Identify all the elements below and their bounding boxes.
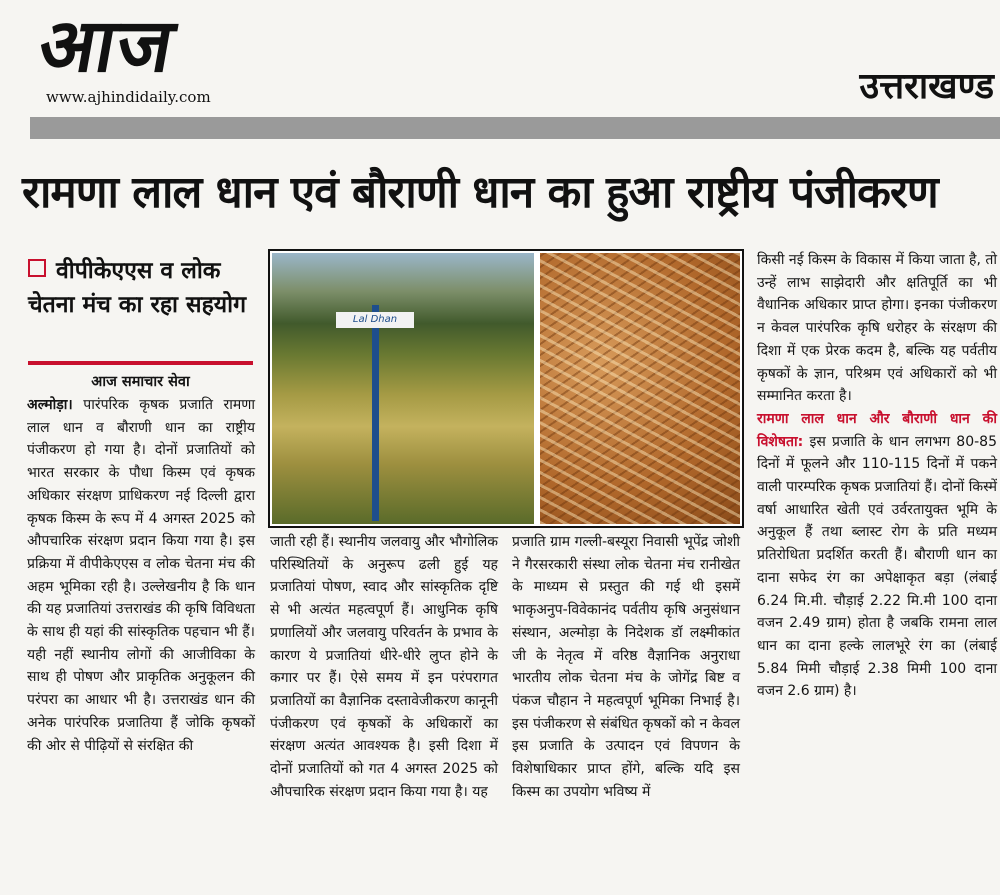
rice-grain-photo	[540, 253, 740, 524]
column-4-text-b: इस प्रजाति के धान लगभग 80-85 दिनों में फूलने और 110-115 दिनों में पकने वाली पारम्परिक कृषक प्रजातियां हैं। दोनों किस्में वर्षा आधारित खेती एवं उर्वरतायुक्त भूमि के अनुकूल हैं तथा ब्लास्ट रोग के प्रति मध्यम प्रतिरोधिता प्रदर्शित करती हैं। बौराणी धान का दाना सफेद रंग का अपेक्षाकृत बड़ा (लंबाई 6.24 मि.मी. चौड़ाई 2.22 मि.मी 100 दाना वजन 2.49 ग्राम) होता है जबकि रामना लाल धान का दाना हल्के लालभूरे रंग का (लंबाई 5.84 मिमी चौड़ाई 2.38 मिमी 100 दाना वजन 2.6 ग्राम) है।	[757, 433, 997, 700]
article-headline: रामणा लाल धान एवं बौराणी धान का हुआ राष्ट्रीय पंजीकरण	[22, 167, 938, 218]
paddy-field-photo	[272, 253, 534, 524]
checkbox-bullet-icon	[28, 259, 46, 277]
article-column-3: प्रजाति ग्राम गल्ली-बस्यूरा निवासी भूपेंद्र जोशी ने गैरसरकारी संस्था लोक चेतना मंच रानीखेत के माध्यम से प्रस्तुत की गई थी इसमें भाकृअनुप-विवेकानंद पर्वतीय कृषि अनुसंधान संस्थान, अल्मोड़ा के निदेशक डॉ लक्ष्मीकांत जी के नेतृत्व में वरिष्ठ वैज्ञानिक अनुराधा भारतीय लोक चेतना मंच के जोगेंद्र बिष्ट व पंकज चौहान ने महत्वपूर्ण भूमिका निभाई है। इस पंजीकरण से संबंधित कृषकों को न केवल इस प्रजाति के उत्पादन एवं विपणन के विशेषाधिकार प्राप्त होंगे, बल्कि यदि इस किस्म का उपयोग भविष्य में	[512, 534, 740, 800]
article-column-4	[757, 249, 997, 703]
dateline: अल्मोड़ा।	[27, 397, 73, 413]
newspaper-logo: आज	[32, 3, 183, 89]
field-sign-label: Lal Dhan	[336, 312, 414, 328]
masthead-divider-bar	[30, 117, 1000, 139]
website-url[interactable]: www.ajhindidaily.com	[46, 88, 211, 106]
article-subheadline	[28, 254, 253, 322]
section-title: उत्तराखण्ड	[859, 66, 994, 107]
article-column-2: जाती रही हैं। स्थानीय जलवायु और भौगोलिक परिस्थितियों के अनुरूप ढली हुई यह प्रजातियां पोषण, स्वाद और सांस्कृतिक दृष्टि से भी अत्यंत महत्वपूर्ण हैं। आधुनिक कृषि प्रणालियों और जलवायु परिवर्तन के प्रभाव के कारण ये प्रजातियां धीरे-धीरे लुप्त होने के कगार पर हैं। ऐसे समय में इन परंपरागत प्रजातियों का वैज्ञानिक दस्तावेजीकरण कानूनी पंजीकरण एवं कृषकों के अधिकारों का संरक्षण अत्यंत आवश्यक है। इसी दिशा में दोनों प्रजातियों को गत 4 अगस्त 2025 को औपचारिक संरक्षण प्रदान किया गया है। यह	[270, 534, 498, 800]
subheadline-divider	[28, 361, 253, 365]
sign-post	[372, 305, 379, 521]
subheadline-text: वीपीकेएएस व लोक चेतना मंच का रहा सहयोग	[28, 258, 247, 318]
column-4-text-a: किसी नई किस्म के विकास में किया जाता है, तो उन्हें लाभ साझेदारी और क्षतिपूर्ति का भी वैधानिक अधिकार प्राप्त होगा। इनका पंजीकरण न केवल पारंपरिक कृषि धरोहर के संरक्षण की दिशा में एक प्रेरक कदम है, बल्कि यह पर्वतीय कृषकों के ज्ञान, परिश्रम एवं अधिकारों को भी सम्मानित करता है।	[757, 252, 997, 405]
news-agency-credit: आज समाचार सेवा	[91, 374, 190, 390]
column-1-text: पारंपरिक कृषक प्रजाति रामणा लाल धान व बौराणी धान का राष्ट्रीय पंजीकरण हो गया है। दोनों प्रजातियों को भारत सरकार के पौधा किस्म एवं कृषक अधिकार संरक्षण प्राधिकरण नई दिल्ली द्वारा कृषक किस्म के रूप में 4 अगस्त 2025 को औपचारिक संरक्षण प्रदान किया गया है। इस प्रक्रिया में वीपीकेएएस व लोक चेतना मंच की अहम भूमिका रही है। उल्लेखनीय है कि धान की यह प्रजातियां उत्तराखंड की कृषि विविधता के साथ ही यहां की सांस्कृतिक पहचान भी हैं। यही नहीं स्थानीय लोगों की आजीविका के साथ ही पोषण और प्राकृतिक अनुकूलन की परंपरा का आधार भी है। उत्तराखंड धान की अनेक पारंपरिक प्रजातिया हैं जोकि कृषकों की ओर से पीढ़ियों से संरक्षित की	[27, 397, 255, 754]
features-subhead: रामणा लाल धान और बौराणी धान की विशेषता:	[757, 410, 997, 450]
article-column-1	[27, 394, 255, 757]
